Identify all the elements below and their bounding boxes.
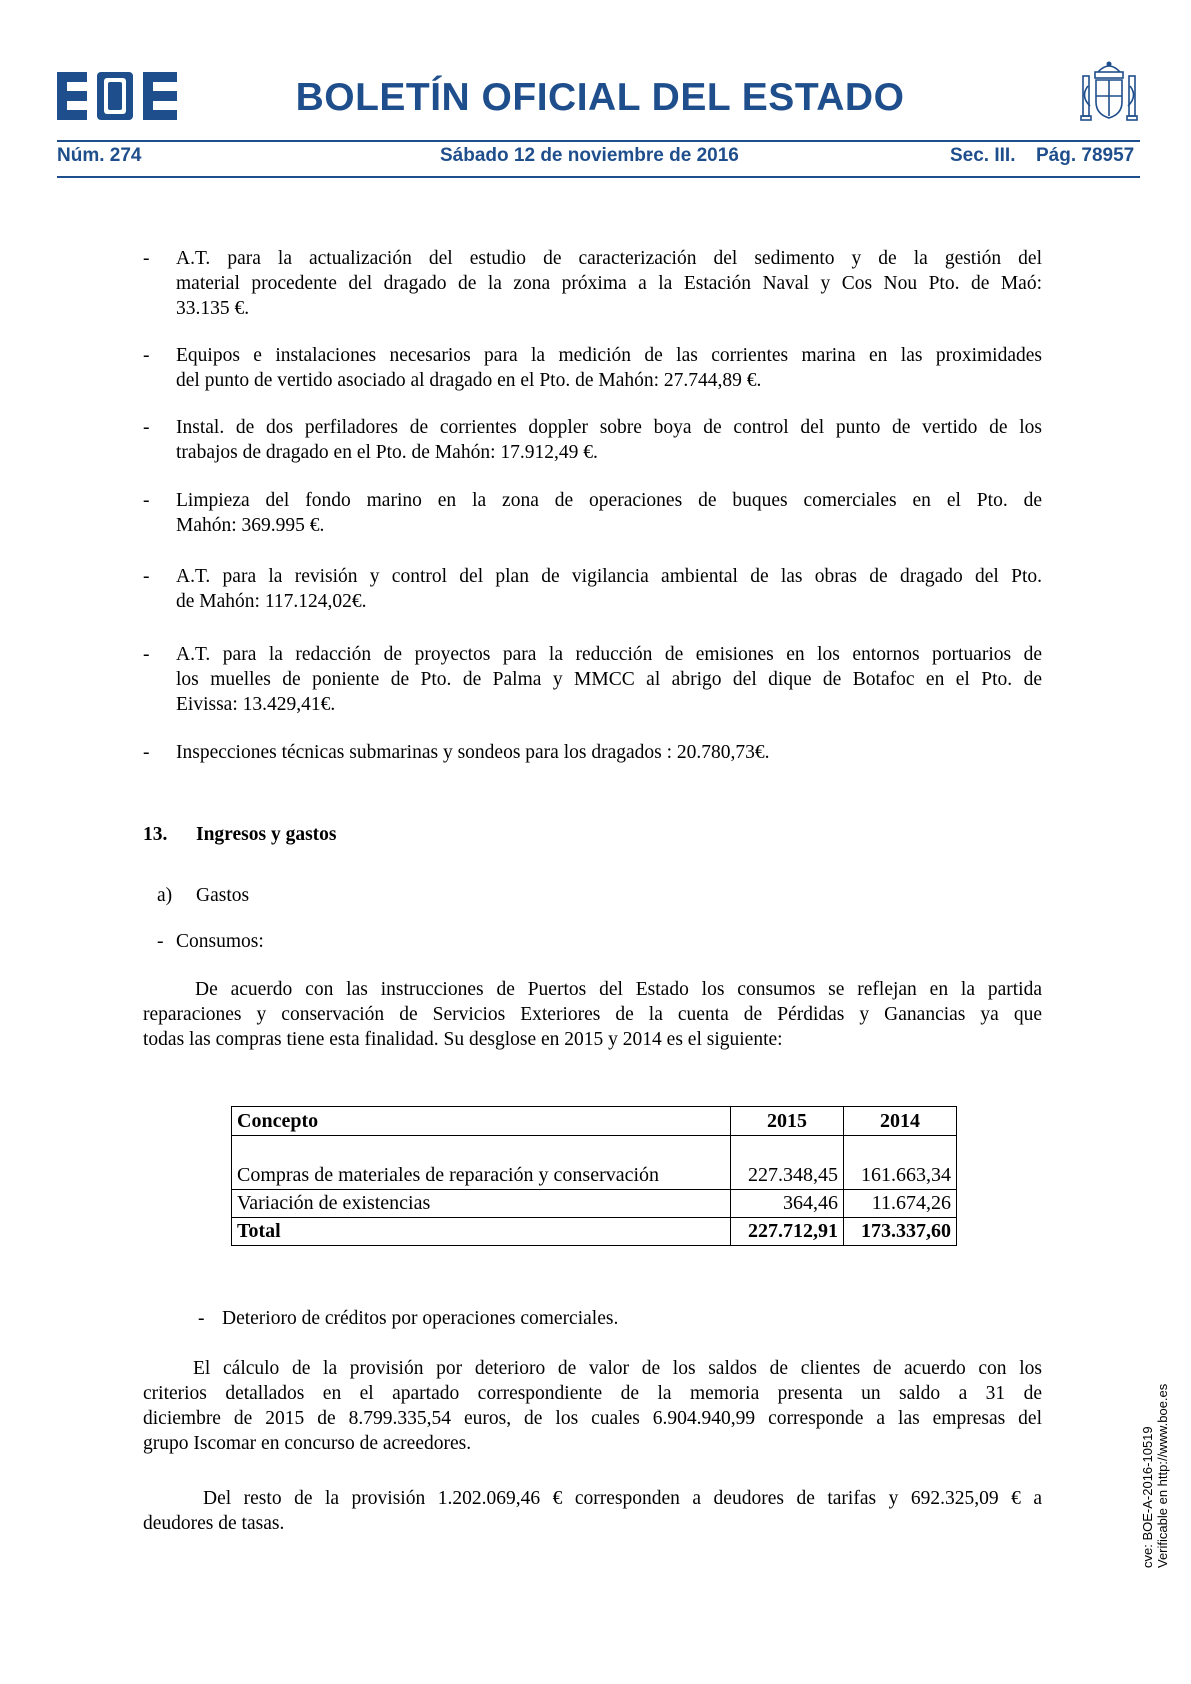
table-cell: 161.663,34 bbox=[844, 1136, 957, 1190]
verification-sidebar bbox=[1140, 1384, 1170, 1568]
text-line: Inspecciones técnicas submarinas y sondeos para los dragados : 20.780,73€. bbox=[176, 742, 770, 763]
table-total-row bbox=[232, 1218, 957, 1246]
section-title: Ingresos y gastos bbox=[196, 824, 337, 845]
table-header: Concepto bbox=[232, 1107, 731, 1136]
text-line: Del resto de la provisión 1.202.069,46 € corresponden a deudores de tarifas y 692.325,09 € a bbox=[203, 1488, 1042, 1509]
subsection-title: Gastos bbox=[196, 885, 250, 906]
paragraph-consumos bbox=[143, 977, 1042, 1052]
table-row bbox=[232, 1136, 957, 1190]
text-line: diciembre de 2015 de 8.799.335,54 euros, de los cuales 6.904.940,99 corresponde a las empresas del bbox=[143, 1408, 1042, 1429]
page-title: BOLETÍN OFICIAL DEL ESTADO bbox=[295, 76, 905, 119]
bullet-dash: - bbox=[143, 490, 150, 511]
text-line: 33.135 €. bbox=[176, 298, 250, 319]
bullet-dash: - bbox=[143, 345, 150, 366]
consumos-table bbox=[231, 1106, 957, 1246]
text-line: todas las compras tiene esta finalidad. Su desglose en 2015 y 2014 es el siguiente: bbox=[143, 1029, 783, 1050]
text-line: grupo Iscomar en concurso de acreedores. bbox=[143, 1433, 472, 1454]
bullet-dash: - bbox=[143, 644, 150, 665]
text-line: A.T. para la redacción de proyectos para la reducción de emisiones en los entornos portuarios de bbox=[176, 644, 1042, 665]
page-number: Pág. 78957 bbox=[1036, 145, 1135, 166]
text-line: Instal. de dos perfiladores de corrientes doppler sobre boya de control del punto de vertido de los bbox=[176, 417, 1042, 438]
issue-number: Núm. 274 bbox=[57, 145, 142, 166]
section-label: Sec. III. bbox=[950, 145, 1016, 166]
text-line: Limpieza del fondo marino en la zona de operaciones de buques comerciales en el Pto. de bbox=[176, 490, 1042, 511]
text-line: del punto de vertido asociado al dragado en el Pto. de Mahón: 27.744,89 €. bbox=[176, 370, 762, 391]
bullet-dash: - bbox=[143, 742, 150, 763]
section-number: 13. bbox=[143, 824, 168, 845]
paragraph-resto bbox=[143, 1486, 1042, 1536]
table-cell: Compras de materiales de reparación y conservación bbox=[232, 1136, 731, 1190]
deterioro-label: Deterioro de créditos por operaciones comerciales. bbox=[222, 1308, 619, 1329]
verification-link[interactable]: Verificable en http://www.boe.es bbox=[1155, 1383, 1170, 1568]
table-header: 2015 bbox=[731, 1107, 844, 1136]
text-line: A.T. para la revisión y control del plan de vigilancia ambiental de las obras de dragado del Pto. bbox=[176, 566, 1042, 587]
table-cell: 227.348,45 bbox=[731, 1136, 844, 1190]
text-line: A.T. para la actualización del estudio de caracterización del sedimento y de la gestión del bbox=[176, 248, 1042, 269]
table-row bbox=[232, 1190, 957, 1218]
bullet-dash: - bbox=[143, 566, 150, 587]
text-line: los muelles de poniente de Pto. de Palma y MMCC al abrigo del dique de Botafoc en el Pto. de bbox=[176, 669, 1042, 690]
text-line: trabajos de dragado en el Pto. de Mahón: 17.912,49 €. bbox=[176, 442, 598, 463]
text-line: El cálculo de la provisión por deterioro de valor de los saldos de clientes de acuerdo con los bbox=[193, 1358, 1042, 1379]
table-cell: 364,46 bbox=[731, 1190, 844, 1218]
text-line: De acuerdo con las instrucciones de Puertos del Estado los consumos se reflejan en la partida bbox=[195, 979, 1042, 1000]
table-cell: Variación de existencias bbox=[232, 1190, 731, 1218]
boe-logo bbox=[57, 72, 177, 120]
cve-code: cve: BOE-A-2016-10519 bbox=[1140, 1426, 1155, 1568]
text-line: de Mahón: 117.124,02€. bbox=[176, 591, 367, 612]
text-line: reparaciones y conservación de Servicios Exteriores de la cuenta de Pérdidas y Ganancias ya que bbox=[143, 1004, 1042, 1025]
deterioro-dash: - bbox=[198, 1308, 205, 1329]
bullet-dash: - bbox=[143, 417, 150, 438]
consumos-label: Consumos: bbox=[176, 931, 264, 952]
table-header-row bbox=[232, 1107, 957, 1136]
table-cell: 227.712,91 bbox=[731, 1218, 844, 1246]
table-cell: Total bbox=[232, 1218, 731, 1246]
header-rule-bottom bbox=[57, 176, 1140, 178]
text-line: material procedente del dragado de la zona próxima a la Estación Naval y Cos Nou Pto. de Maó: bbox=[176, 273, 1042, 294]
text-line: Mahón: 369.995 €. bbox=[176, 515, 325, 536]
table-header: 2014 bbox=[844, 1107, 957, 1136]
table-cell: 173.337,60 bbox=[844, 1218, 957, 1246]
header-rule-top bbox=[57, 140, 1140, 142]
text-line: deudores de tasas. bbox=[143, 1513, 285, 1534]
coat-of-arms-icon bbox=[1078, 58, 1140, 130]
paragraph-provision bbox=[143, 1356, 1042, 1456]
text-line: criterios detallados en el apartado correspondiente de la memoria presenta un saldo a 31 de bbox=[143, 1383, 1042, 1404]
subsection-letter: a) bbox=[157, 885, 173, 906]
table-cell: 11.674,26 bbox=[844, 1190, 957, 1218]
bullet-dash: - bbox=[143, 248, 150, 269]
text-line: Equipos e instalaciones necesarios para la medición de las corrientes marina en las proximidades bbox=[176, 345, 1042, 366]
consumos-dash: - bbox=[157, 931, 164, 952]
text-line: Eivissa: 13.429,41€. bbox=[176, 694, 336, 715]
issue-date: Sábado 12 de noviembre de 2016 bbox=[440, 145, 739, 166]
